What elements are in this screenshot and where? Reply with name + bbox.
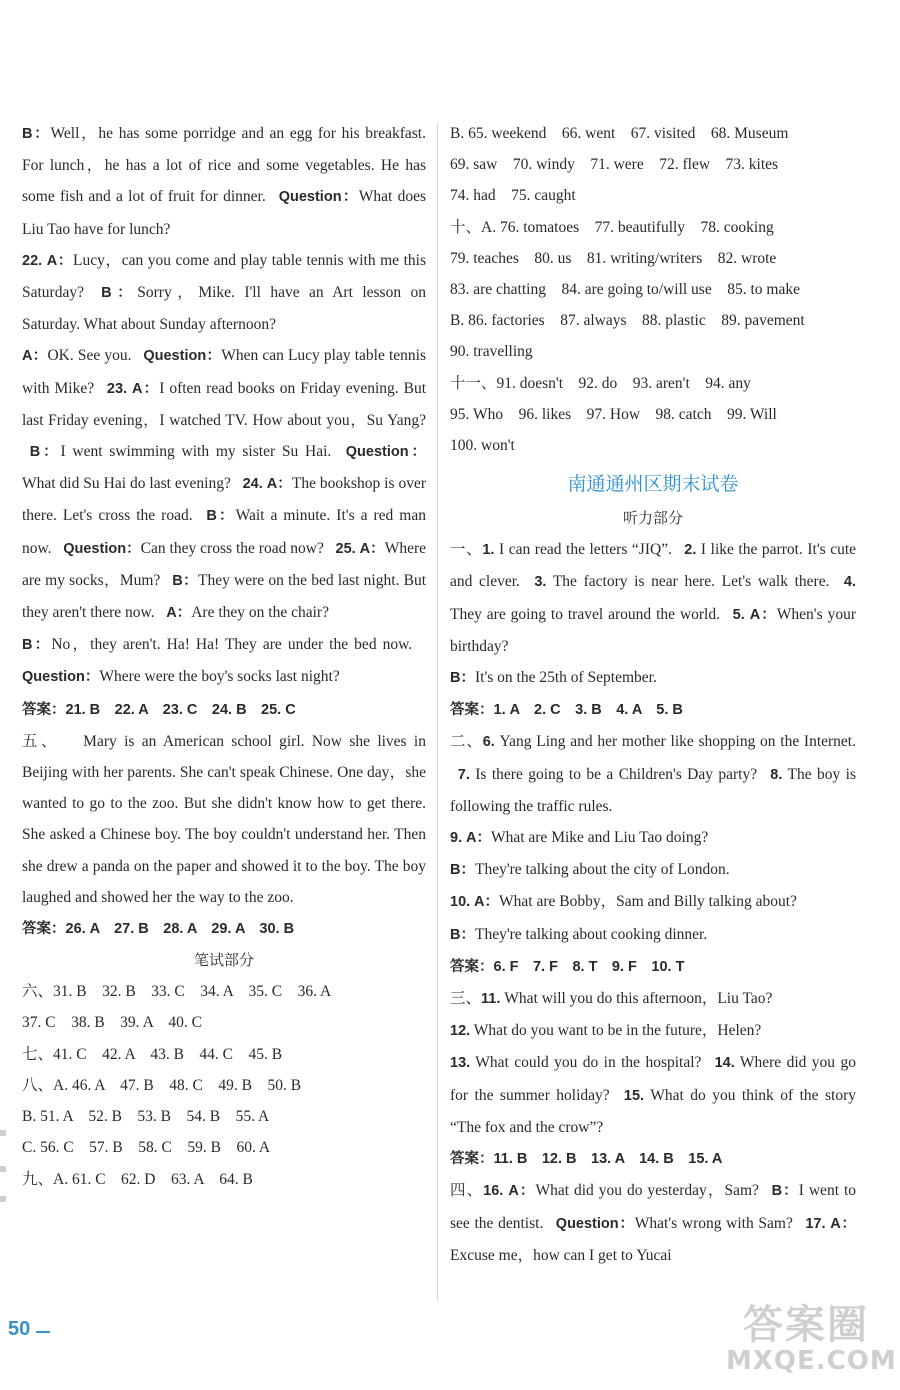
section-9b-line2: 69. saw 70. windy 71. were 72. flew 73. kites: [450, 156, 779, 174]
section-5-passage: 五、 Mary is an American school girl. Now she lives in Beijing with her parents. She can't speak Chinese. One day，she wanted to go to the zoo. But she didn't know how to get there. She asked a Chinese boy. The boy couldn't understand her. Then she drew a panda on the paper and showed it to the boy. The boy laughed and showed her the way to the zoo.: [22, 732, 426, 906]
page-number-rule: [36, 1331, 50, 1333]
section-8a-answers: 八、A. 46. A 47. B 48. C 49. B 50. B: [22, 1076, 302, 1094]
column-divider: [437, 122, 438, 1302]
answers-11-15: 答案：11. B 12. B 13. A 14. B 15. A: [450, 1151, 723, 1168]
section-10b-line2: 90. travelling: [450, 343, 533, 361]
section-6b-answers: 37. C 38. B 39. A 40. C: [22, 1014, 202, 1032]
answers-1-5: 答案：1. A 2. C 3. B 4. A 5. B: [450, 702, 683, 719]
section-10a-line1: 十、A. 76. tomatoes 77. beautifully 78. cooking: [450, 218, 774, 236]
written-part-title: 笔试部分: [193, 951, 254, 970]
watermark-logo: [726, 1302, 897, 1377]
section-10a-line2: 79. teaches 80. us 81. writing/writers 82. wrote: [450, 249, 777, 267]
section-7-answers: 七、41. C 42. A 43. B 44. C 45. B: [22, 1045, 283, 1063]
listening-6-9-text: 二、6. Yang Ling and her mother like shopping on the Internet. 7. Is there going to be a Children's Day party? 8. The boy is following the traffic rules.: [450, 733, 856, 815]
right-column: [450, 118, 856, 1271]
listening-5b-text: B：It's on the 25th of September.: [450, 669, 657, 687]
watermark-text-url: MXQE.COM: [726, 1346, 897, 1377]
edge-mark: [0, 1130, 6, 1136]
edge-mark: [0, 1196, 6, 1202]
answers-26-30: 答案：26. A 27. B 28. A 29. A 30. B: [22, 921, 295, 938]
section-10b-line1: B. 86. factories 87. always 88. plastic 89. pavement: [450, 312, 805, 330]
left-column: [22, 118, 426, 1195]
section-8c-answers: C. 56. C 57. B 58. C 59. B 60. A: [22, 1139, 271, 1157]
answers-21-25: 答案：21. B 22. A 23. C 24. B 25. C: [22, 701, 296, 718]
listening-9-text: 9. A：What are Mike and Liu Tao doing?: [450, 829, 709, 847]
listening-21-text: B：Well，he has some porridge and an egg for his breakfast. For lunch，he has a lot of rice and some vegetables. He has some fish and a lot of fruit for dinner. Question：What does Liu Tao have for lunch?: [22, 125, 426, 238]
listening-13-15-text: 13. What could you do in the hospital? 14. Where did you go for the summer holiday? 15. What do you think of the story “The fox and the crow”?: [450, 1054, 856, 1136]
section-11-line2: 95. Who 96. likes 97. How 98. catch 99. Will: [450, 405, 777, 423]
listening-1-5-text: 一、1. I can read the letters “JIQ”. 2. I like the parrot. It's cute and clever. 3. The factory is near here. Let's walk there. 4. They are going to travel around the world. 5. A：When's your birthday?: [450, 541, 857, 655]
listening-9b-text: B：They're talking about the city of London.: [450, 861, 730, 879]
section-10a-line3: 83. are chatting 84. are going to/will use 85. to make: [450, 281, 800, 299]
listening-22b-text: A：OK. See you. Question：When can Lucy play table tennis with Mike? 23. A：I often read books on Friday evening. But last Friday evening，I watched TV. How about you，Su Yang? B：I went swimming with my sister Su Hai. Question：What did Su Hai do last evening? 24. A：The bookshop is over there. Let's cross the road. B：Wait a minute. It's a red man now. Question：Can they cross the road now? 25. A：Where are my socks，Mum? B：They were on the bed last night. But they aren't there now. A：Are they on the chair?: [22, 347, 427, 622]
edge-mark: [0, 1166, 6, 1172]
listening-10-text: 10. A：What are Bobby，Sam and Billy talking about?: [450, 893, 797, 911]
listening-11-text: 三、11. What will you do this afternoon，Liu Tao?: [450, 990, 773, 1008]
listening-22-text: 22. A：Lucy，can you come and play table tennis with me this Saturday? B：Sorry，Mike. I'll have an Art lesson on Saturday. What about Sunday afternoon?: [22, 251, 426, 334]
section-9a-answers: 九、A. 61. C 62. D 63. A 64. B: [22, 1170, 253, 1188]
section-6-answers: 六、31. B 32. B 33. C 34. A 35. C 36. A: [22, 983, 332, 1001]
exam-section-title: 南通通州区期末试卷: [567, 473, 739, 496]
section-9b-line1: B. 65. weekend 66. went 67. visited 68. Museum: [450, 125, 789, 142]
section-11-line3: 100. won't: [450, 437, 515, 455]
listening-part-title: 听力部分: [622, 509, 683, 528]
section-8b-answers: B. 51. A 52. B 53. B 54. B 55. A: [22, 1108, 270, 1126]
listening-16-17-text: 四、16. A：What did you do yesterday，Sam? B：I went to see the dentist. Question：What's wrong with Sam? 17. A：Excuse me，how can I get to Yucai: [450, 1182, 857, 1264]
section-9b-line3: 74. had 75. caught: [450, 187, 576, 205]
section-11-line1: 十一、91. doesn't 92. do 93. aren't 94. any: [450, 374, 751, 392]
listening-25-text: B：No，they aren't. Ha! Ha! They are under the bed now. Question：Where were the boy's socks last night?: [22, 636, 413, 686]
listening-12-text: 12. What do you want to be in the future，Helen?: [450, 1022, 762, 1040]
watermark-text-cn: 答案圈: [743, 1302, 869, 1349]
page-number: 50: [8, 1318, 31, 1340]
listening-10b-text: B：They're talking about cooking dinner.: [450, 925, 708, 943]
answers-6-10: 答案：6. F 7. F 8. T 9. F 10. T: [450, 958, 685, 975]
